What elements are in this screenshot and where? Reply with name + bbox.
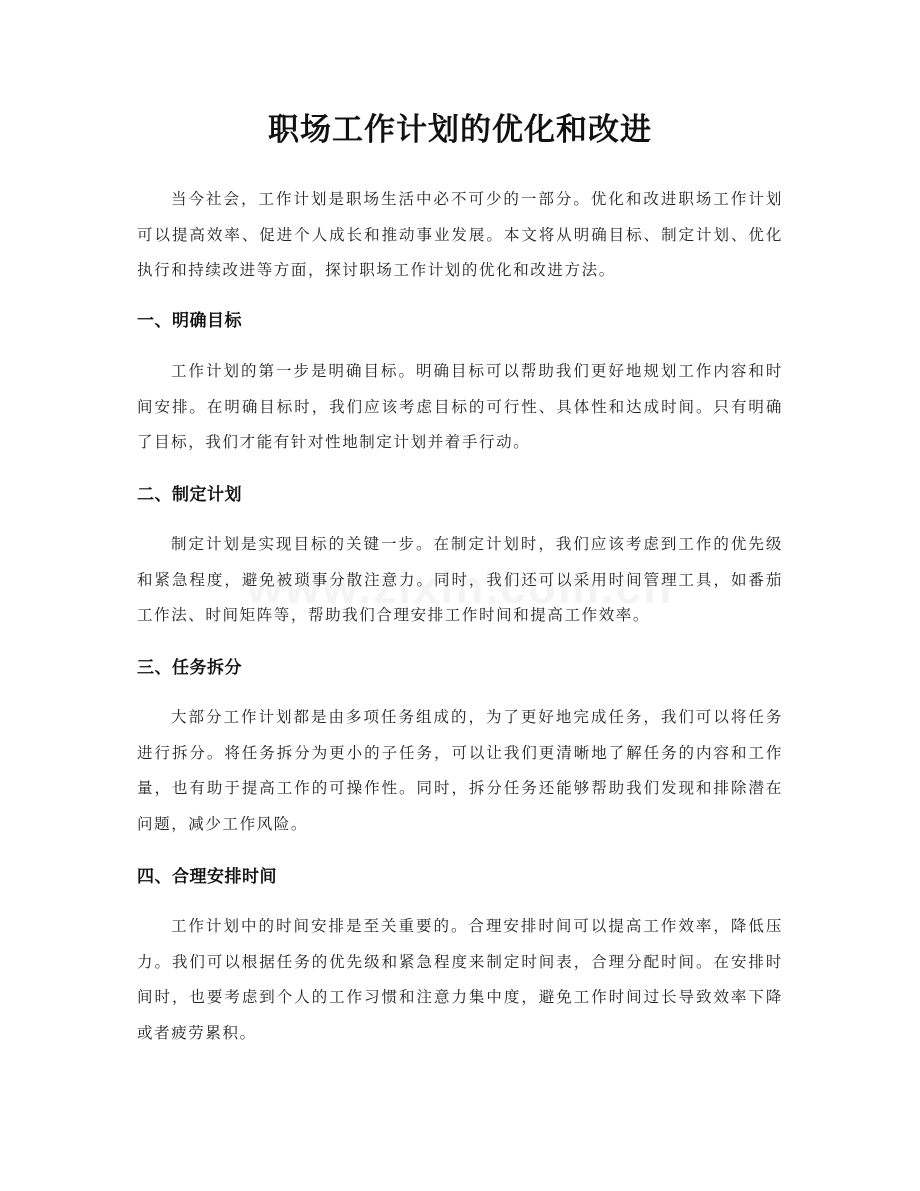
intro-paragraph: 当今社会，工作计划是职场生活中必不可少的一部分。优化和改进职场工作计划可以提高效率、促进个人成长和推动事业发展。本文将从明确目标、制定计划、优化执行和持续改进等方面，探讨职场工作计划的优化和改进方法。	[137, 190, 783, 279]
section-body-4: 工作计划中的时间安排是至关重要的。合理安排时间可以提高工作效率，降低压力。我们可以根据任务的优先级和紧急程度来制定时间表，合理分配时间。在安排时间时，也要考虑到个人的工作习惯和注意力集中度，避免工作时间过长导致效率下降或者疲劳累积。	[137, 917, 783, 1042]
section-body-2: 制定计划是实现目标的关键一步。在制定计划时，我们应该考虑到工作的优先级和紧急程度，避免被琐事分散注意力。同时，我们还可以采用时间管理工具，如番茄工作法、时间矩阵等，帮助我们合理安排工作时间和提高工作效率。	[137, 535, 783, 624]
section-heading-1: 一、明确目标	[137, 311, 242, 331]
section-heading-4: 四、合理安排时间	[137, 867, 277, 887]
section-heading-2: 二、制定计划	[137, 485, 242, 505]
section-heading-3: 三、任务拆分	[137, 658, 242, 678]
document-title: 职场工作计划的优化和改进	[268, 112, 652, 148]
section-body-1: 工作计划的第一步是明确目标。明确目标可以帮助我们更好地规划工作内容和时间安排。在明确目标时，我们应该考虑目标的可行性、具体性和达成时间。只有明确了目标，我们才能有针对性地制定计划并着手行动。	[137, 362, 783, 451]
section-body-3: 大部分工作计划都是由多项任务组成的，为了更好地完成任务，我们可以将任务进行拆分。将任务拆分为更小的子任务，可以让我们更清晰地了解任务的内容和工作量，也有助于提高工作的可操作性。同时，拆分任务还能够帮助我们发现和排除潜在问题，减少工作风险。	[137, 708, 783, 833]
